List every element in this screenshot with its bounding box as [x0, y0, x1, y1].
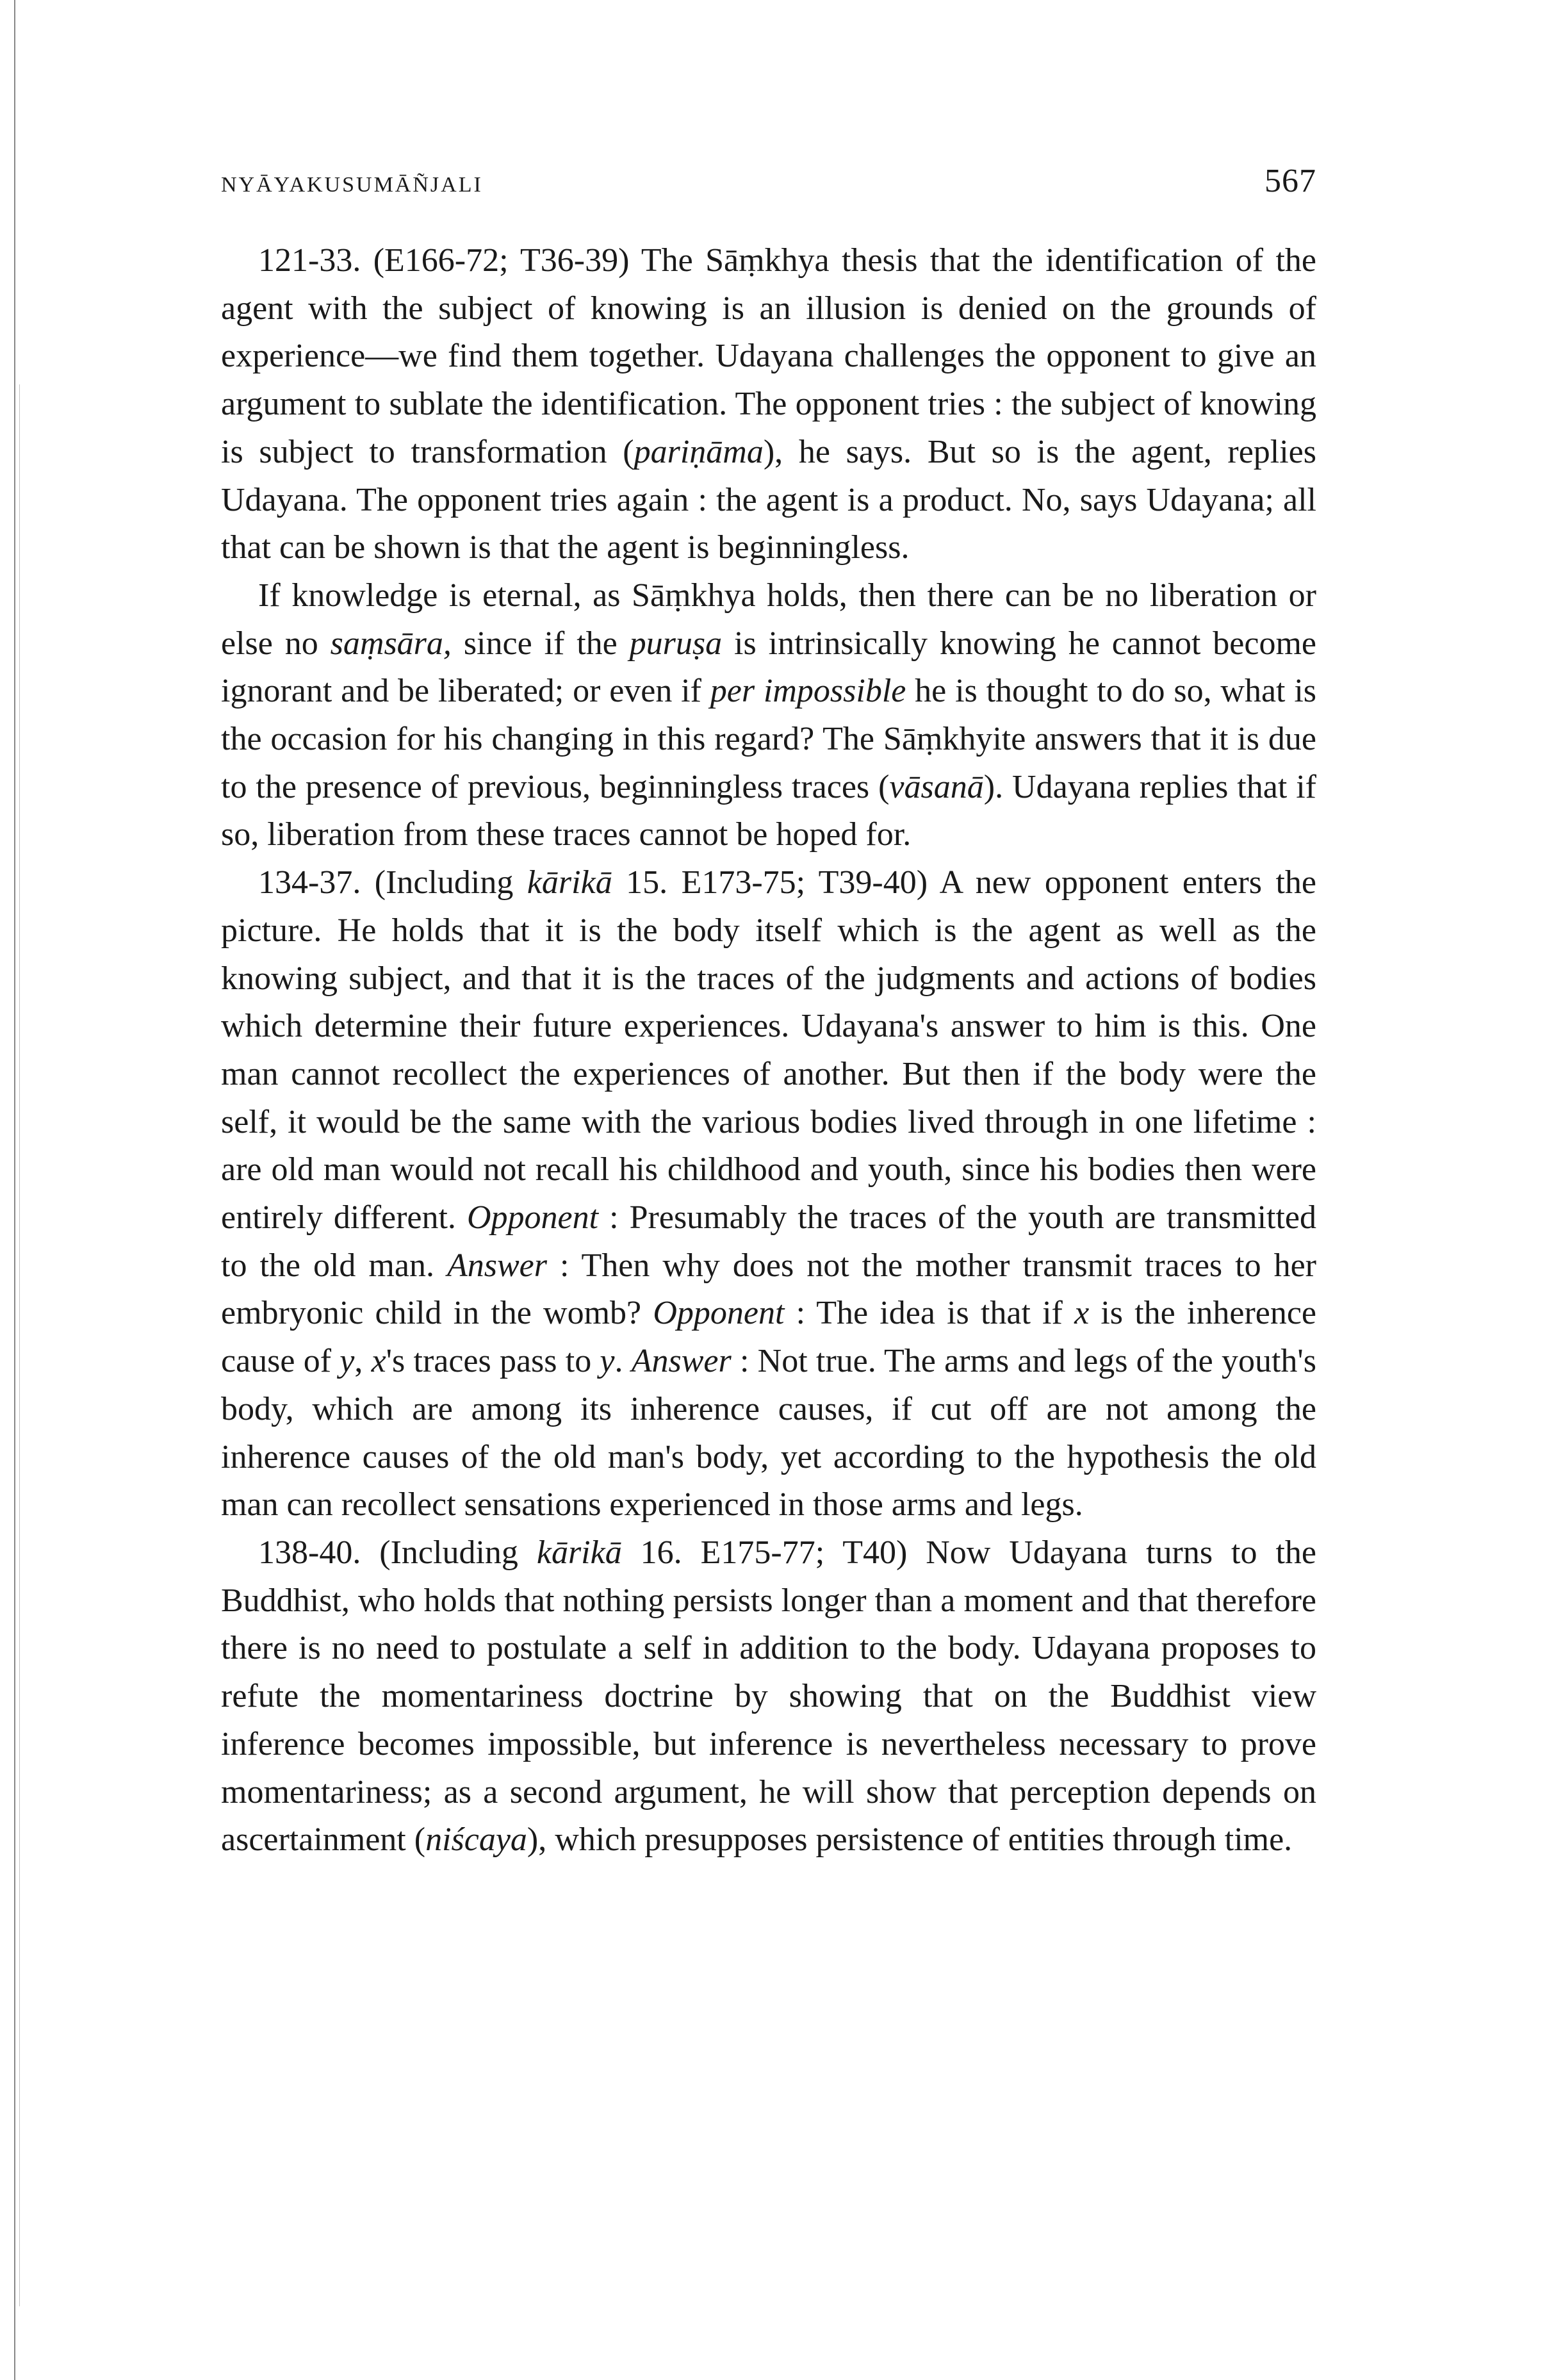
text-run: 15. E173-75; T39-40) A new opponent enters the picture. He holds that it is the body itself which is the agent as well as the knowing subject, and that it is the traces of the judgments and actions of bodies which determine their future experiences. Udayana's answer to him is this. One man cannot recollect the experiences of another. But then if the body were the self, it would be the same with the various bodies lived through in one lifetime : are old man would not recall his childhood and youth, since his bodies then were entirely different. [221, 864, 1316, 1236]
text-run: 121-33. (E166-72; T36-39) The Sāṃkhya thesis that the identification of the agent with the subject of knowing is an illusion is denied on the grounds of experience—we find them together. Udayana challenges the opponent to give an argument to sublate the identification. The opponent tries : the subject of knowing is subject to transformation ( [221, 242, 1316, 470]
italic-term: kārikā [527, 864, 612, 901]
text-run: 's traces pass to [386, 1343, 600, 1380]
paragraph-134-37 [221, 859, 1316, 1529]
paragraph-if-knowledge [221, 572, 1316, 859]
text-run: . [614, 1343, 632, 1380]
italic-term: puruṣa [629, 625, 723, 662]
text-run: since if the [451, 625, 630, 662]
text-run: 134-37. (Including [258, 864, 527, 901]
text-run: is the inherence cause of [221, 1295, 1316, 1380]
italic-term: Opponent [466, 1199, 599, 1236]
italic-term: niścaya [425, 1821, 527, 1859]
italic-term: pariṇāma [634, 433, 764, 470]
italic-term: kārikā [536, 1534, 622, 1571]
paragraph-138-40 [221, 1529, 1316, 1864]
running-title: NYĀYAKUSUMĀÑJALI [221, 173, 483, 197]
italic-term: Opponent [653, 1295, 785, 1332]
page-number: 567 [1264, 163, 1316, 199]
scan-edge-line-inner [19, 384, 20, 2306]
text-run: 138-40. (Including [258, 1534, 537, 1571]
text-run: is intrinsically knowing he cannot become ignorant and be liberated; or even if [221, 625, 1316, 710]
text-run: , [354, 1343, 372, 1380]
page [221, 154, 1316, 1864]
italic-term: per impossible [710, 673, 906, 710]
text-run: : Not true. The arms and legs of the youth's body, which are among its inherence causes, if cut off are not among the inherence causes of the old man's body, yet according to the hypothesis the old man can recollect sensations experienced in those arms and legs. [221, 1343, 1317, 1523]
italic-term: saṃsāra, [330, 625, 452, 662]
text-run: : Presumably the traces of the youth are transmitted to the old man. [221, 1199, 1316, 1284]
italic-term: Answer [446, 1247, 547, 1284]
text-run: ). Udayana replies that if so, liberation from these traces cannot be hoped for. [221, 768, 1316, 853]
text-run: ), he says. But so is the agent, replies Udayana. The opponent tries again : the agent is a product. No, says Udayana; all that can be shown is that the agent is beginningless. [221, 433, 1317, 566]
italic-term: vāsanā [889, 768, 984, 805]
text-run: If knowledge is eternal, as Sāṃkhya holds, then there can be no liberation or else no [221, 577, 1316, 662]
text-run: he is thought to do so, what is the occasion for his changing in this regard? The Sāṃkhyite answers that it is due to the presence of previous, beginningless traces ( [221, 673, 1317, 805]
italic-term: x [371, 1343, 386, 1380]
text-run: 16. E175-77; T40) Now Udayana turns to the Buddhist, who holds that nothing persists longer than a moment and that therefore there is no need to postulate a self in addition to the body. Udayana proposes to refute the momentariness doctrine by showing that on the Buddhist view inference becomes impossible, but inference is nevertheless necessary to prove momentariness; as a second argument, he will show that perception depends on ascertainment ( [221, 1534, 1316, 1859]
scan-edge-line [14, 0, 15, 2380]
text-run: ), which presupposes persistence of entities through time. [527, 1821, 1293, 1859]
italic-term: x [1074, 1295, 1090, 1332]
italic-term: Answer [631, 1343, 732, 1380]
text-run: : Then why does not the mother transmit traces to her embryonic child in the womb? [221, 1247, 1316, 1332]
running-head [221, 154, 1316, 211]
italic-term: y [600, 1343, 615, 1380]
italic-term: y [340, 1343, 355, 1380]
text-run: : The idea is that if [784, 1295, 1075, 1332]
paragraph-121-33 [221, 237, 1316, 572]
